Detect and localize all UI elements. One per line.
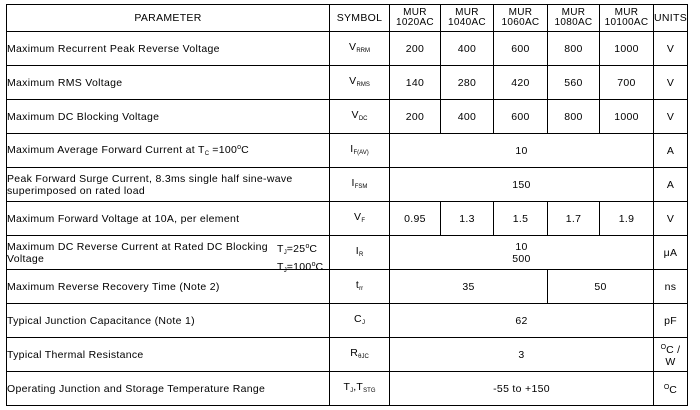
symbol-vf <box>330 202 390 236</box>
model-header-10100ac <box>600 5 654 32</box>
param-vrms: Maximum RMS Voltage <box>7 66 330 100</box>
row-cj <box>7 304 688 338</box>
value-cell: 1.3 <box>441 202 494 236</box>
value-cell: 1.7 <box>548 202 600 236</box>
row-vrrm <box>7 32 688 66</box>
value-cell: 200 <box>390 32 441 66</box>
unit-vdc: V <box>654 100 688 134</box>
param-ir <box>7 236 330 274</box>
symbol-subscript: θJC <box>358 353 369 360</box>
value-cell: 3 <box>390 338 654 372</box>
unit-ir: μA <box>654 236 688 270</box>
value-cell: 800 <box>548 100 600 134</box>
degree-sign: O <box>663 383 670 391</box>
value-cell: 700 <box>600 66 654 100</box>
symbol-main: V <box>349 74 357 87</box>
header-row <box>7 5 688 32</box>
symbol-main: I <box>350 142 354 155</box>
condition-25c <box>277 241 323 259</box>
row-vdc <box>7 100 688 134</box>
param-line1: Maximum DC Reverse Current at Rated DC Blocking <box>7 240 268 253</box>
model-header-1020ac <box>390 5 441 32</box>
unit-trr: ns <box>654 270 688 304</box>
param-rth: Typical Thermal Resistance <box>7 338 330 372</box>
param-temp: Operating Junction and Storage Temperature Range <box>7 372 330 406</box>
symbol-main: I <box>351 176 355 189</box>
value-cell: -55 to +150 <box>390 372 654 406</box>
symbol-main: V <box>351 108 359 121</box>
symbol-temp <box>330 372 390 406</box>
param-vrrm: Maximum Recurrent Peak Reverse Voltage <box>7 32 330 66</box>
model-line1: MUR <box>614 7 639 18</box>
row-temp <box>7 372 688 406</box>
value-cell: 400 <box>441 32 494 66</box>
unit-vf: V <box>654 202 688 236</box>
condition-100c <box>277 259 323 277</box>
cond-text: =100 <box>286 260 312 273</box>
value-cell: 0.95 <box>390 202 441 236</box>
value-cell: 400 <box>441 100 494 134</box>
symbol-subscript: RRM <box>356 47 370 54</box>
symbol-subscript: rr <box>359 285 364 292</box>
unit-text: C <box>669 383 678 396</box>
value-cell: 600 <box>494 100 548 134</box>
cond-text: C <box>315 260 324 273</box>
row-vrms <box>7 66 688 100</box>
value-cell: 62 <box>390 304 654 338</box>
symbol-subscript: RMS <box>356 81 370 88</box>
symbol-subscript: FSM <box>354 183 368 190</box>
cond-text: C <box>309 242 318 255</box>
value-cell: 50 <box>548 270 654 304</box>
model-line1: MUR <box>561 7 586 18</box>
cond-text: =25 <box>286 242 306 255</box>
symbol-main: I <box>355 244 359 257</box>
param-text: =100 <box>209 143 238 156</box>
specifications-table <box>6 4 688 406</box>
value-cell: 800 <box>548 32 600 66</box>
param-ir-text <box>7 241 268 265</box>
model-header-1040ac <box>441 5 494 32</box>
param-trr: Maximum Reverse Recovery Time (Note 2) <box>7 270 330 304</box>
value-cell: 150 <box>390 168 654 202</box>
row-ir <box>7 236 688 270</box>
value-cell: 280 <box>441 66 494 100</box>
value-cell: 1000 <box>600 100 654 134</box>
model-line2: 1020AC <box>396 17 434 28</box>
model-line1: MUR <box>455 7 479 18</box>
param-vf: Maximum Forward Voltage at 10A, per element <box>7 202 330 236</box>
degree-sign: o <box>311 260 316 268</box>
symbol-subscript: J <box>361 319 365 326</box>
row-ifsm <box>7 168 688 202</box>
symbol-subscript: F <box>361 217 365 224</box>
symbol-main: t <box>355 278 360 291</box>
symbol-main: V <box>354 210 362 223</box>
symbol-trr <box>330 270 390 304</box>
cond-subscript: J <box>283 249 287 256</box>
param-vdc: Maximum DC Blocking Voltage <box>7 100 330 134</box>
row-rth <box>7 338 688 372</box>
symbol-ir <box>330 236 390 270</box>
unit-line1 <box>654 342 687 356</box>
units-header: UNITS <box>654 5 688 32</box>
model-line2: 1040AC <box>448 17 486 28</box>
model-line1: MUR <box>508 7 533 18</box>
symbol-rth <box>330 338 390 372</box>
unit-ifsm: A <box>654 168 688 202</box>
symbol-vrms <box>330 66 390 100</box>
symbol-subscript: R <box>358 251 364 258</box>
param-ifsm <box>7 168 330 202</box>
value-cell: 1.9 <box>600 202 654 236</box>
symbol-main: V <box>349 40 357 53</box>
symbol-main: R <box>350 346 359 359</box>
param-line2: Voltage <box>7 252 45 265</box>
symbol-main: ,T <box>353 380 364 393</box>
degree-sign: o <box>305 242 310 250</box>
row-trr <box>7 270 688 304</box>
symbol-header: SYMBOL <box>330 5 390 32</box>
param-line1: Peak Forward Surge Current, 8.3ms single half sine-wave <box>7 172 293 185</box>
unit-temp <box>654 372 688 406</box>
value-100c: 500 <box>512 252 531 265</box>
unit-ifav: A <box>654 134 688 168</box>
value-cell: 140 <box>390 66 441 100</box>
model-line2: 10100AC <box>604 17 649 28</box>
symbol-cj <box>330 304 390 338</box>
cond-text: T <box>277 260 284 273</box>
symbol-ifsm <box>330 168 390 202</box>
param-text: Maximum Average Forward Current at T <box>7 143 205 156</box>
value-25c: 10 <box>515 240 528 253</box>
model-line1: MUR <box>403 7 427 18</box>
param-ir-wrap <box>7 238 329 274</box>
row-vf <box>7 202 688 236</box>
unit-line2: W <box>665 355 676 368</box>
param-ifav <box>7 134 330 168</box>
value-cell <box>390 236 654 270</box>
model-header-1060ac <box>494 5 548 32</box>
symbol-vrrm <box>330 32 390 66</box>
symbol-subscript: J <box>350 387 354 394</box>
degree-sign: o <box>237 143 242 151</box>
value-cell: 1.5 <box>494 202 548 236</box>
row-ifav <box>7 134 688 168</box>
symbol-subscript: STG <box>363 387 376 394</box>
param-line2: superimposed on rated load <box>7 184 145 197</box>
value-cell: 10 <box>390 134 654 168</box>
cond-subscript: J <box>283 267 287 274</box>
unit-text: C / <box>666 343 681 356</box>
param-ir-conditions <box>277 241 323 277</box>
value-cell: 35 <box>390 270 548 304</box>
unit-cj: pF <box>654 304 688 338</box>
param-text: C <box>241 143 249 156</box>
unit-rth <box>654 338 688 372</box>
param-cj: Typical Junction Capacitance (Note 1) <box>7 304 330 338</box>
symbol-ifav <box>330 134 390 168</box>
value-cell: 600 <box>494 32 548 66</box>
symbol-vdc <box>330 100 390 134</box>
value-cell: 560 <box>548 66 600 100</box>
parameter-header: PARAMETER <box>7 5 330 32</box>
cond-text: T <box>277 242 284 255</box>
symbol-subscript: F(AV) <box>353 149 369 156</box>
value-cell: 200 <box>390 100 441 134</box>
model-line2: 1080AC <box>554 17 593 28</box>
symbol-subscript: DC <box>358 115 368 122</box>
model-line2: 1060AC <box>501 17 540 28</box>
model-header-1080ac <box>548 5 600 32</box>
value-cell: 420 <box>494 66 548 100</box>
symbol-main: C <box>354 312 362 325</box>
symbol-main: T <box>343 380 351 393</box>
degree-sign: O <box>660 343 667 351</box>
unit-vrms: V <box>654 66 688 100</box>
value-cell: 1000 <box>600 32 654 66</box>
param-subscript: C <box>204 150 210 157</box>
unit-vrrm: V <box>654 32 688 66</box>
